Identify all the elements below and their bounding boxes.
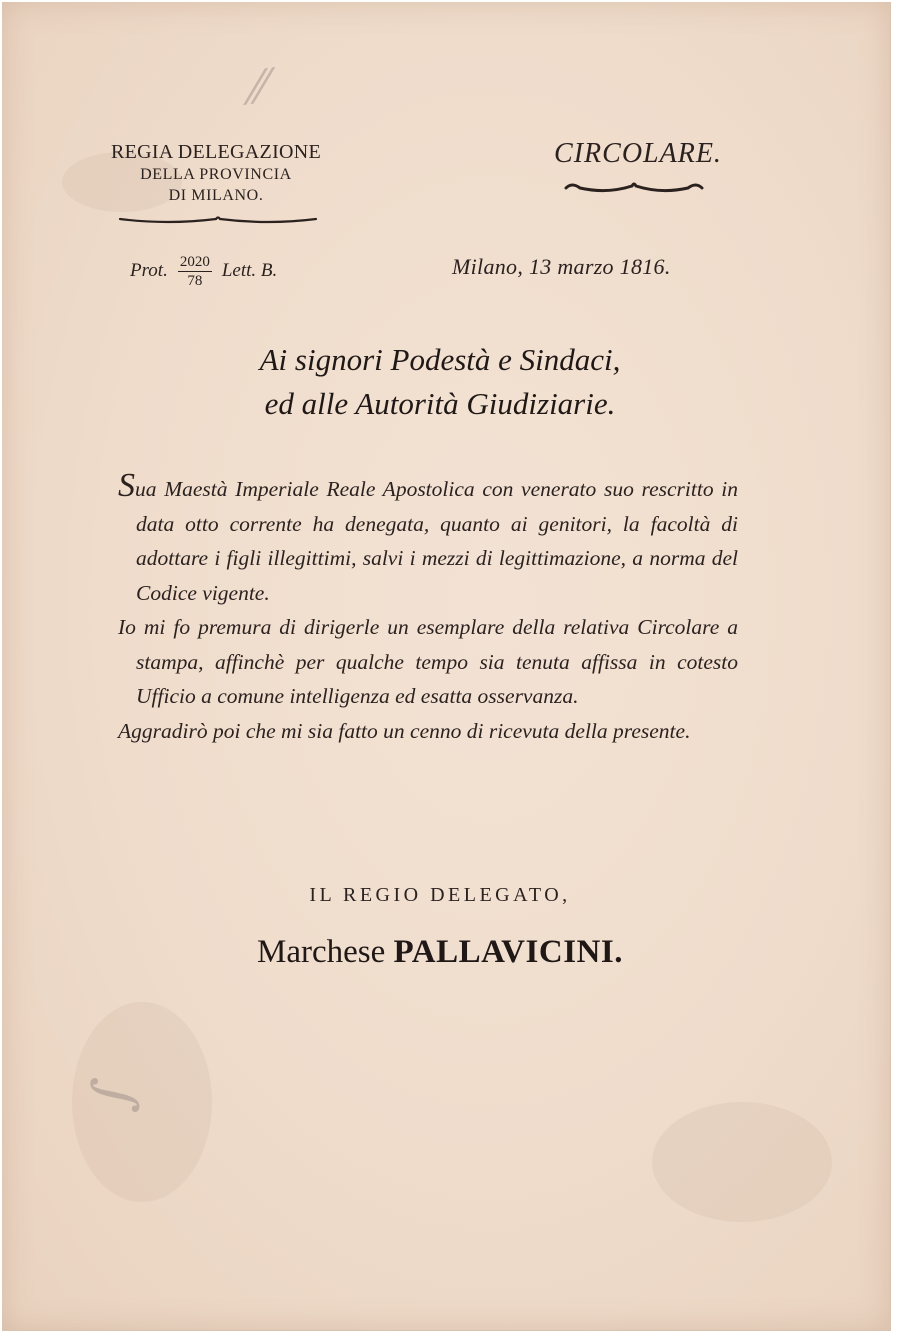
- addressees: [120, 338, 760, 426]
- signer-name: [120, 934, 760, 971]
- protocol-numerator: 2020: [179, 253, 210, 270]
- prot-label: Prot.: [130, 260, 168, 281]
- initial-letter: S: [118, 467, 135, 504]
- protocol-number: [178, 253, 212, 290]
- paper-stain: [652, 1102, 832, 1222]
- faint-pencil-mark: ∫: [78, 1074, 148, 1115]
- lett-label: Lett. B.: [221, 260, 278, 281]
- issuing-office: [100, 140, 332, 206]
- document-type: CIRCOLARE.: [554, 138, 722, 169]
- office-name-line: DI MILANO.: [168, 187, 264, 204]
- faint-pencil-mark: ⁄⁄: [248, 61, 271, 114]
- body-paragraph: Io mi fo premura di dirigerle un esemplare della relativa Circolare a stampa, affinchè per qualche tempo sia tenuta affissa in cotesto Ufficio a comune intelligenza ed esatta osservanza.: [118, 615, 738, 708]
- protocol-reference: [130, 246, 277, 296]
- protocol-denominator: 78: [187, 272, 203, 289]
- addressee-line: ed alle Autorità Giudiziarie.: [264, 386, 616, 421]
- body-paragraph: [118, 467, 738, 610]
- ornamental-rule: [118, 212, 318, 226]
- place-and-date: Milano, 13 marzo 1816.: [452, 254, 671, 279]
- signer-honorific: Marchese: [257, 934, 386, 970]
- office-name-line: DELLA PROVINCIA: [140, 166, 292, 183]
- addressee-line: Ai signori Podestà e Sindaci,: [259, 342, 621, 377]
- paragraph-text: ua Maestà Imperiale Reale Apostolica con venerato suo rescritto in data otto corrente ha denegata, quanto ai genitori, la facoltà di adottare i figli illegittimi, salvi i mezzi di legittimazione, a norma del Codice vigente.: [135, 477, 738, 605]
- office-name-line: REGIA DELEGAZIONE: [110, 141, 322, 163]
- ornamental-swash: [562, 176, 706, 196]
- circular-body: [118, 467, 738, 748]
- signer-surname: PALLAVICINI.: [393, 934, 623, 970]
- body-paragraph: Aggradirò poi che mi sia fatto un cenno di ricevuta della presente.: [118, 718, 691, 743]
- signer-title: IL REGIO DELEGATO,: [309, 884, 571, 906]
